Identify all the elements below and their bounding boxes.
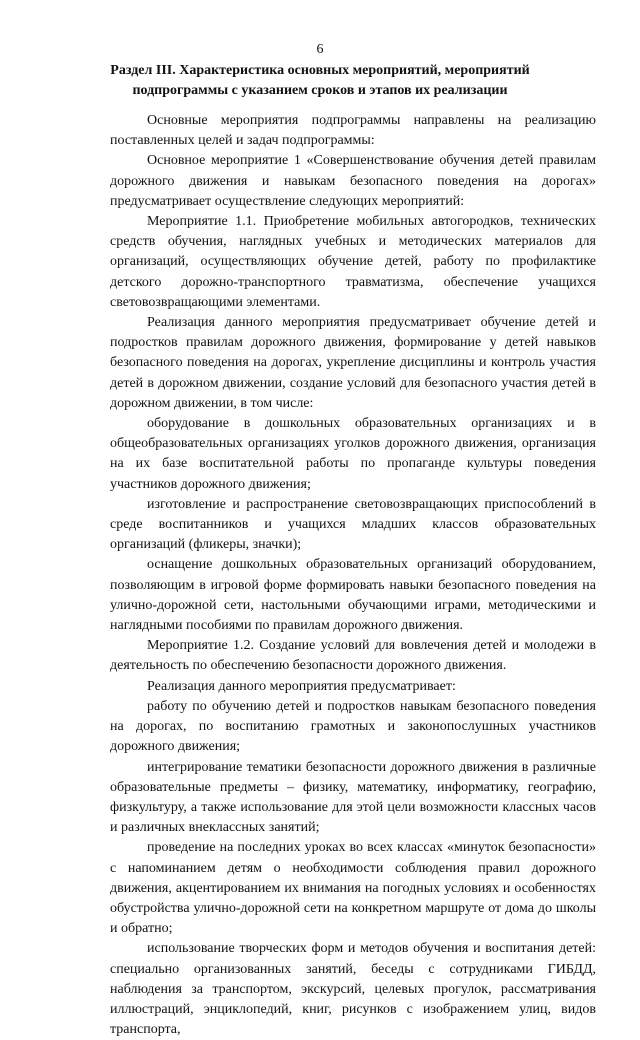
paragraph: Основное мероприятие 1 «Совершенствование обучения детей правилам дорожного движения и навыкам безопасного поведения на дорогах» предусматривает осуществление следующих мероприятий:	[110, 153, 596, 209]
paragraph: проведение на последних уроках во всех классах «минуток безопасности» с напоминанием детям о необходимости соблюдения правил дорожного движения, акцентированием их внимания на погодных условиях и особенностях обустройства улично-дорожной сети на конкретном маршруте от дома до школы и обратно;	[110, 840, 596, 937]
paragraph: Мероприятие 1.1. Приобретение мобильных автогородков, технических средств обучения, наглядных учебных и методических материалов для организаций, осуществляющих обучение детей, работу по профилактике детского дорожно-транспортного травматизма, обеспечение учащихся световозвращающими элементами.	[110, 214, 596, 310]
paragraph: использование творческих форм и методов обучения и воспитания детей: специально организованных занятий, беседы с сотрудниками ГИБДД, наблюдения за транспортом, экскурсий, целевых прогулок, рассматривания иллюстраций, энциклопедий, книг, рисунков с изображением улиц, видов транспорта,	[110, 941, 596, 1038]
paragraph: оборудование в дошкольных образовательных организациях и в общеобразовательных организациях уголков дорожного движения, организация на их базе воспитательной работы по пропаганде культуры поведения участников дорожного движения;	[110, 416, 596, 492]
paragraph: интегрирование тематики безопасности дорожного движения в различные образовательные предметы – физику, математику, информатику, географию, физкультуру, а также использование для этой цели возможности классных часов и различных внеклассных занятий;	[110, 759, 596, 836]
page-number: 6	[316, 42, 324, 57]
section-title: Раздел III. Характеристика основных мероприятий, мероприятий подпрограммы с указанием сроков и этапов их реализации	[110, 63, 530, 98]
paragraph: Мероприятие 1.2. Создание условий для вовлечения детей и молодежи в деятельность по обеспечению безопасности дорожного движения.	[110, 638, 596, 674]
paragraph: изготовление и распространение световозвращающих приспособлений в среде воспитанников и учащихся младших классов образовательных организаций (фликеры, значки);	[110, 496, 596, 553]
paragraph: оснащение дошкольных образовательных организаций оборудованием, позволяющим в игровой форме формировать навыки безопасного поведения на улично-дорожной сети, настольными обучающими играми, методическими и наглядными пособиями по правилам дорожного движения.	[110, 557, 596, 634]
body-text	[110, 111, 596, 1040]
paragraph: Основные мероприятия подпрограммы направлены на реализацию поставленных целей и задач подпрограммы:	[110, 113, 596, 149]
paragraph: работу по обучению детей и подростков навыкам безопасного поведения на дорогах, по воспитанию грамотных и законопослушных участников дорожного движения;	[110, 698, 596, 755]
paragraph: Реализация данного мероприятия предусматривает:	[147, 678, 456, 694]
paragraph: Реализация данного мероприятия предусматривает обучение детей и подростков правилам дорожного движения, формирование у детей навыков безопасного поведения на дорогах, укрепление дисциплины и контроль участия детей в дорожном движении, создание условий для безопасного участия детей в дорожном движении, в том числе:	[110, 315, 596, 411]
